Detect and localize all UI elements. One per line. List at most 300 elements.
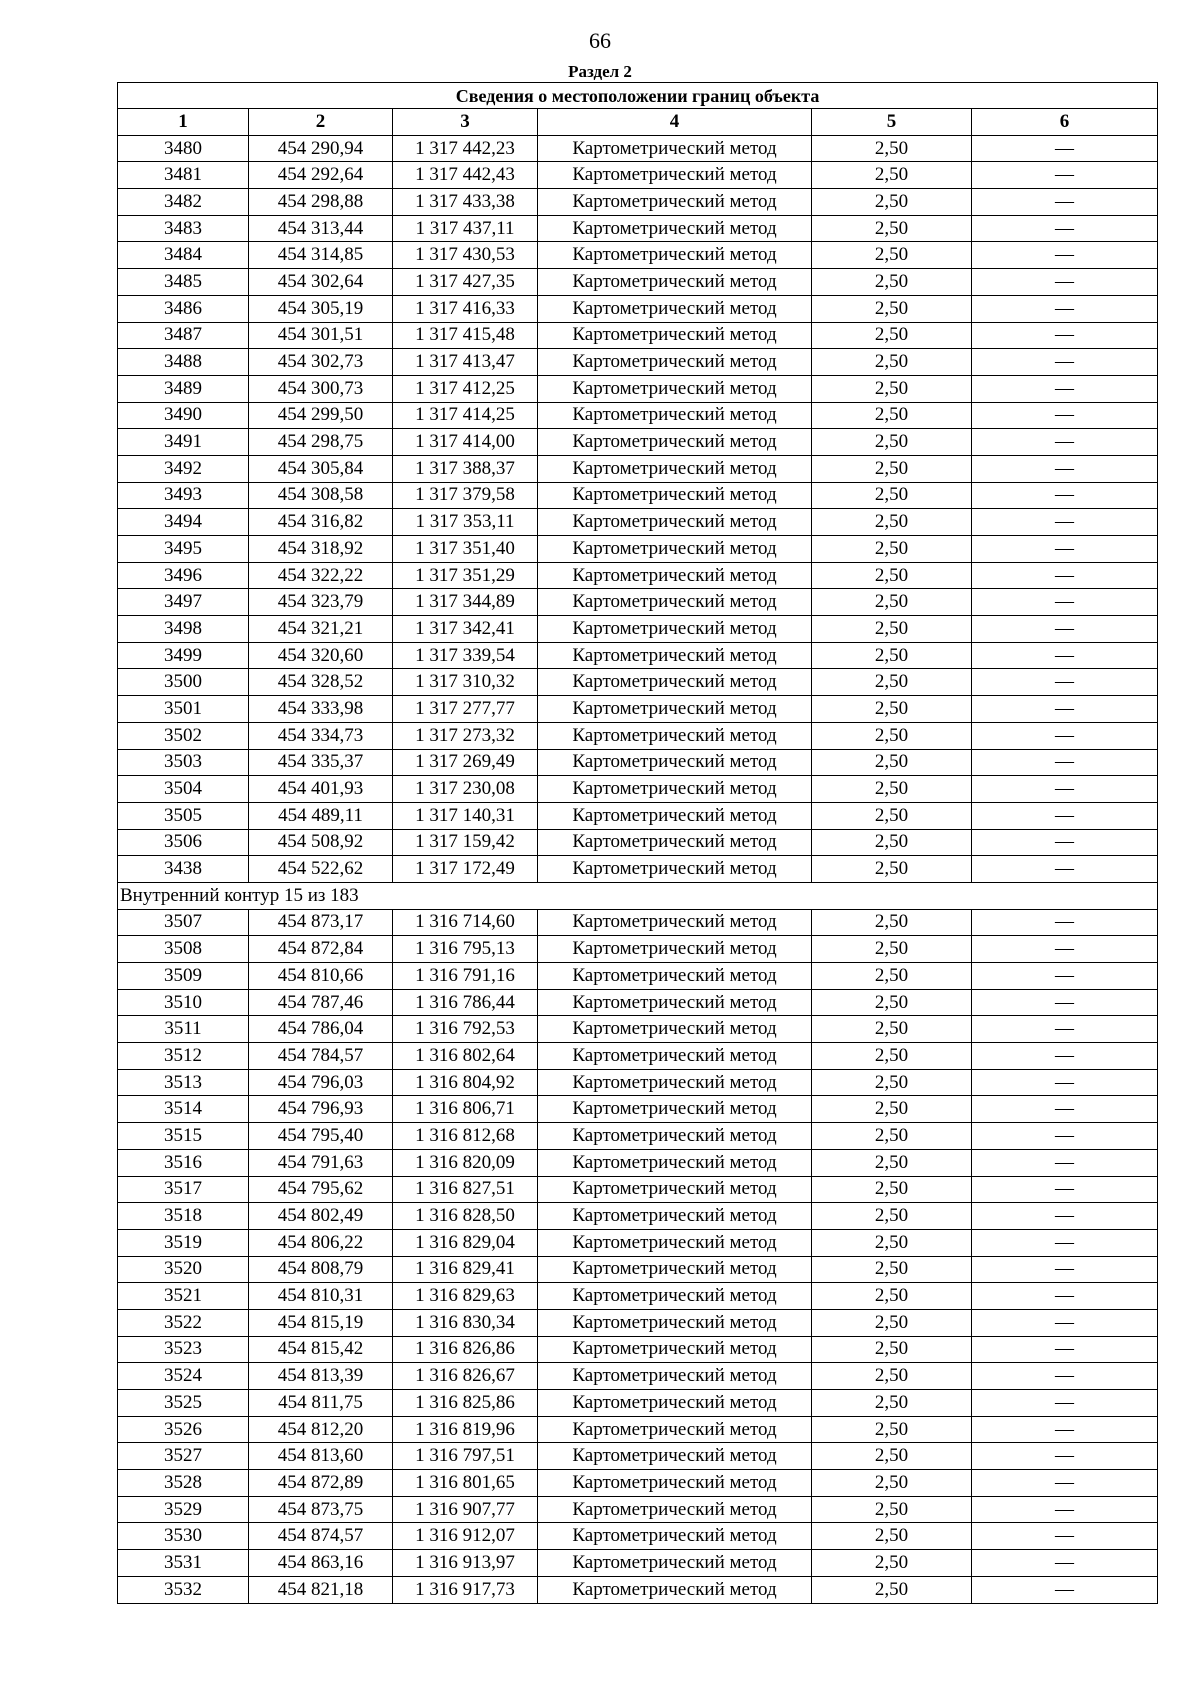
coord-y-cell: 1 316 806,71 xyxy=(393,1096,538,1123)
point-number-cell: 3481 xyxy=(118,162,249,189)
description-cell: — xyxy=(972,802,1158,829)
coord-y-cell: 1 316 812,68 xyxy=(393,1123,538,1150)
coord-x-cell: 454 401,93 xyxy=(249,776,393,803)
description-cell: — xyxy=(972,1496,1158,1523)
coord-y-cell: 1 316 829,04 xyxy=(393,1229,538,1256)
table-row xyxy=(118,349,1158,376)
method-cell: Картометрический метод xyxy=(538,1229,812,1256)
description-cell: — xyxy=(972,269,1158,296)
contour-label: Внутренний контур 15 из 183 xyxy=(118,882,1158,909)
method-cell: Картометрический метод xyxy=(538,455,812,482)
coord-x-cell: 454 318,92 xyxy=(249,536,393,563)
description-cell: — xyxy=(972,1309,1158,1336)
coord-x-cell: 454 795,40 xyxy=(249,1123,393,1150)
accuracy-cell: 2,50 xyxy=(812,856,972,883)
point-number-cell: 3510 xyxy=(118,989,249,1016)
table-row xyxy=(118,1283,1158,1310)
table-row xyxy=(118,162,1158,189)
description-cell: — xyxy=(972,1523,1158,1550)
accuracy-cell: 2,50 xyxy=(812,1203,972,1230)
accuracy-cell: 2,50 xyxy=(812,909,972,936)
table-row xyxy=(118,589,1158,616)
point-number-cell: 3521 xyxy=(118,1283,249,1310)
method-cell: Картометрический метод xyxy=(538,1416,812,1443)
coord-y-cell: 1 317 416,33 xyxy=(393,295,538,322)
accuracy-cell: 2,50 xyxy=(812,1523,972,1550)
method-cell: Картометрический метод xyxy=(538,589,812,616)
table-row xyxy=(118,562,1158,589)
table-row xyxy=(118,1203,1158,1230)
point-number-cell: 3513 xyxy=(118,1069,249,1096)
coord-y-cell: 1 316 913,97 xyxy=(393,1550,538,1577)
point-number-cell: 3518 xyxy=(118,1203,249,1230)
coord-x-cell: 454 299,50 xyxy=(249,402,393,429)
coord-y-cell: 1 317 430,53 xyxy=(393,242,538,269)
table-row xyxy=(118,189,1158,216)
accuracy-cell: 2,50 xyxy=(812,1416,972,1443)
coord-x-cell: 454 298,88 xyxy=(249,189,393,216)
description-cell: — xyxy=(972,1256,1158,1283)
method-cell: Картометрический метод xyxy=(538,1149,812,1176)
description-cell: — xyxy=(972,215,1158,242)
table-row xyxy=(118,616,1158,643)
accuracy-cell: 2,50 xyxy=(812,589,972,616)
coord-y-cell: 1 316 792,53 xyxy=(393,1016,538,1043)
table-row xyxy=(118,482,1158,509)
description-cell: — xyxy=(972,1176,1158,1203)
method-cell: Картометрический метод xyxy=(538,1390,812,1417)
coord-x-cell: 454 812,20 xyxy=(249,1416,393,1443)
coord-x-cell: 454 316,82 xyxy=(249,509,393,536)
description-cell: — xyxy=(972,696,1158,723)
point-number-cell: 3495 xyxy=(118,536,249,563)
coord-y-cell: 1 317 273,32 xyxy=(393,722,538,749)
coord-x-cell: 454 813,60 xyxy=(249,1443,393,1470)
accuracy-cell: 2,50 xyxy=(812,1016,972,1043)
coord-x-cell: 454 873,17 xyxy=(249,909,393,936)
point-number-cell: 3490 xyxy=(118,402,249,429)
coord-x-cell: 454 872,89 xyxy=(249,1470,393,1497)
accuracy-cell: 2,50 xyxy=(812,802,972,829)
description-cell: — xyxy=(972,749,1158,776)
coord-y-cell: 1 316 795,13 xyxy=(393,936,538,963)
accuracy-cell: 2,50 xyxy=(812,482,972,509)
point-number-cell: 3488 xyxy=(118,349,249,376)
coord-y-cell: 1 316 801,65 xyxy=(393,1470,538,1497)
coord-x-cell: 454 796,93 xyxy=(249,1096,393,1123)
coord-y-cell: 1 317 277,77 xyxy=(393,696,538,723)
accuracy-cell: 2,50 xyxy=(812,1229,972,1256)
coord-y-cell: 1 317 388,37 xyxy=(393,455,538,482)
method-cell: Картометрический метод xyxy=(538,616,812,643)
table-row xyxy=(118,1096,1158,1123)
description-cell: — xyxy=(972,242,1158,269)
method-cell: Картометрический метод xyxy=(538,349,812,376)
table-row xyxy=(118,909,1158,936)
accuracy-cell: 2,50 xyxy=(812,429,972,456)
point-number-cell: 3489 xyxy=(118,375,249,402)
coord-y-cell: 1 316 826,86 xyxy=(393,1336,538,1363)
point-number-cell: 3483 xyxy=(118,215,249,242)
coord-y-cell: 1 317 339,54 xyxy=(393,642,538,669)
coord-x-cell: 454 795,62 xyxy=(249,1176,393,1203)
coord-y-cell: 1 316 825,86 xyxy=(393,1390,538,1417)
method-cell: Картометрический метод xyxy=(538,722,812,749)
table-row xyxy=(118,1256,1158,1283)
description-cell: — xyxy=(972,1203,1158,1230)
coord-x-cell: 454 815,19 xyxy=(249,1309,393,1336)
point-number-cell: 3504 xyxy=(118,776,249,803)
table-row xyxy=(118,749,1158,776)
method-cell: Картометрический метод xyxy=(538,1123,812,1150)
method-cell: Картометрический метод xyxy=(538,1096,812,1123)
method-cell: Картометрический метод xyxy=(538,1443,812,1470)
description-cell: — xyxy=(972,963,1158,990)
coord-x-cell: 454 810,66 xyxy=(249,963,393,990)
accuracy-cell: 2,50 xyxy=(812,749,972,776)
point-number-cell: 3514 xyxy=(118,1096,249,1123)
point-number-cell: 3491 xyxy=(118,429,249,456)
description-cell: — xyxy=(972,536,1158,563)
description-cell: — xyxy=(972,1149,1158,1176)
coord-y-cell: 1 316 907,77 xyxy=(393,1496,538,1523)
method-cell: Картометрический метод xyxy=(538,1203,812,1230)
coord-x-cell: 454 508,92 xyxy=(249,829,393,856)
accuracy-cell: 2,50 xyxy=(812,1123,972,1150)
coord-x-cell: 454 292,64 xyxy=(249,162,393,189)
coord-y-cell: 1 316 797,51 xyxy=(393,1443,538,1470)
table-row xyxy=(118,322,1158,349)
method-cell: Картометрический метод xyxy=(538,135,812,162)
coord-y-cell: 1 317 172,49 xyxy=(393,856,538,883)
table-row xyxy=(118,856,1158,883)
coord-y-cell: 1 317 442,23 xyxy=(393,135,538,162)
accuracy-cell: 2,50 xyxy=(812,1363,972,1390)
coord-y-cell: 1 317 413,47 xyxy=(393,349,538,376)
table-row xyxy=(118,536,1158,563)
table-row xyxy=(118,1443,1158,1470)
point-number-cell: 3484 xyxy=(118,242,249,269)
point-number-cell: 3511 xyxy=(118,1016,249,1043)
table-row xyxy=(118,1069,1158,1096)
coord-x-cell: 454 815,42 xyxy=(249,1336,393,1363)
accuracy-cell: 2,50 xyxy=(812,1470,972,1497)
method-cell: Картометрический метод xyxy=(538,536,812,563)
table-row xyxy=(118,1576,1158,1603)
table-row xyxy=(118,829,1158,856)
accuracy-cell: 2,50 xyxy=(812,162,972,189)
point-number-cell: 3506 xyxy=(118,829,249,856)
description-cell: — xyxy=(972,1283,1158,1310)
method-cell: Картометрический метод xyxy=(538,189,812,216)
coord-y-cell: 1 316 820,09 xyxy=(393,1149,538,1176)
method-cell: Картометрический метод xyxy=(538,829,812,856)
table-row xyxy=(118,269,1158,296)
description-cell: — xyxy=(972,1336,1158,1363)
description-cell: — xyxy=(972,295,1158,322)
method-cell: Картометрический метод xyxy=(538,1576,812,1603)
method-cell: Картометрический метод xyxy=(538,429,812,456)
coord-x-cell: 454 305,84 xyxy=(249,455,393,482)
coord-x-cell: 454 328,52 xyxy=(249,669,393,696)
accuracy-cell: 2,50 xyxy=(812,963,972,990)
accuracy-cell: 2,50 xyxy=(812,1256,972,1283)
coord-y-cell: 1 317 412,25 xyxy=(393,375,538,402)
point-number-cell: 3438 xyxy=(118,856,249,883)
table-row xyxy=(118,455,1158,482)
method-cell: Картометрический метод xyxy=(538,322,812,349)
description-cell: — xyxy=(972,1363,1158,1390)
coord-x-cell: 454 786,04 xyxy=(249,1016,393,1043)
coord-x-cell: 454 333,98 xyxy=(249,696,393,723)
point-number-cell: 3519 xyxy=(118,1229,249,1256)
point-number-cell: 3517 xyxy=(118,1176,249,1203)
coord-y-cell: 1 317 159,42 xyxy=(393,829,538,856)
description-cell: — xyxy=(972,936,1158,963)
accuracy-cell: 2,50 xyxy=(812,696,972,723)
accuracy-cell: 2,50 xyxy=(812,349,972,376)
description-cell: — xyxy=(972,1416,1158,1443)
description-cell: — xyxy=(972,455,1158,482)
method-cell: Картометрический метод xyxy=(538,162,812,189)
coord-y-cell: 1 317 344,89 xyxy=(393,589,538,616)
column-header: 2 xyxy=(249,109,393,136)
description-cell: — xyxy=(972,402,1158,429)
coord-x-cell: 454 806,22 xyxy=(249,1229,393,1256)
method-cell: Картометрический метод xyxy=(538,375,812,402)
coord-x-cell: 454 808,79 xyxy=(249,1256,393,1283)
coord-y-cell: 1 316 786,44 xyxy=(393,989,538,1016)
section-title: Раздел 2 xyxy=(568,62,632,81)
coord-y-cell: 1 317 353,11 xyxy=(393,509,538,536)
point-number-cell: 3502 xyxy=(118,722,249,749)
point-number-cell: 3530 xyxy=(118,1523,249,1550)
description-cell: — xyxy=(972,829,1158,856)
coord-x-cell: 454 302,64 xyxy=(249,269,393,296)
table-row xyxy=(118,1496,1158,1523)
description-cell: — xyxy=(972,1229,1158,1256)
method-cell: Картометрический метод xyxy=(538,749,812,776)
column-header: 1 xyxy=(118,109,249,136)
method-cell: Картометрический метод xyxy=(538,1496,812,1523)
accuracy-cell: 2,50 xyxy=(812,1336,972,1363)
method-cell: Картометрический метод xyxy=(538,1309,812,1336)
coord-x-cell: 454 305,19 xyxy=(249,295,393,322)
method-cell: Картометрический метод xyxy=(538,1550,812,1577)
table-body xyxy=(118,135,1158,1603)
coord-x-cell: 454 313,44 xyxy=(249,215,393,242)
point-number-cell: 3507 xyxy=(118,909,249,936)
description-cell: — xyxy=(972,322,1158,349)
accuracy-cell: 2,50 xyxy=(812,936,972,963)
accuracy-cell: 2,50 xyxy=(812,269,972,296)
accuracy-cell: 2,50 xyxy=(812,375,972,402)
table-row xyxy=(118,509,1158,536)
point-number-cell: 3505 xyxy=(118,802,249,829)
table-row xyxy=(118,1176,1158,1203)
table-header-row xyxy=(118,109,1158,136)
coord-y-cell: 1 316 828,50 xyxy=(393,1203,538,1230)
coord-y-cell: 1 317 427,35 xyxy=(393,269,538,296)
table-row xyxy=(118,963,1158,990)
point-number-cell: 3498 xyxy=(118,616,249,643)
coord-y-cell: 1 317 415,48 xyxy=(393,322,538,349)
point-number-cell: 3480 xyxy=(118,135,249,162)
accuracy-cell: 2,50 xyxy=(812,829,972,856)
accuracy-cell: 2,50 xyxy=(812,562,972,589)
description-cell: — xyxy=(972,1123,1158,1150)
coord-x-cell: 454 323,79 xyxy=(249,589,393,616)
point-number-cell: 3500 xyxy=(118,669,249,696)
accuracy-cell: 2,50 xyxy=(812,135,972,162)
description-cell: — xyxy=(972,1443,1158,1470)
column-header: 3 xyxy=(393,109,538,136)
description-cell: — xyxy=(972,1576,1158,1603)
point-number-cell: 3524 xyxy=(118,1363,249,1390)
point-number-cell: 3516 xyxy=(118,1149,249,1176)
accuracy-cell: 2,50 xyxy=(812,509,972,536)
coord-x-cell: 454 489,11 xyxy=(249,802,393,829)
point-number-cell: 3523 xyxy=(118,1336,249,1363)
coord-x-cell: 454 314,85 xyxy=(249,242,393,269)
coord-y-cell: 1 317 351,29 xyxy=(393,562,538,589)
coord-x-cell: 454 320,60 xyxy=(249,642,393,669)
point-number-cell: 3508 xyxy=(118,936,249,963)
table-row xyxy=(118,776,1158,803)
point-number-cell: 3515 xyxy=(118,1123,249,1150)
point-number-cell: 3512 xyxy=(118,1043,249,1070)
coord-y-cell: 1 317 414,25 xyxy=(393,402,538,429)
description-cell: — xyxy=(972,429,1158,456)
point-number-cell: 3496 xyxy=(118,562,249,589)
column-header: 6 xyxy=(972,109,1158,136)
coord-x-cell: 454 874,57 xyxy=(249,1523,393,1550)
accuracy-cell: 2,50 xyxy=(812,1443,972,1470)
coord-x-cell: 454 321,21 xyxy=(249,616,393,643)
point-number-cell: 3482 xyxy=(118,189,249,216)
coord-x-cell: 454 290,94 xyxy=(249,135,393,162)
method-cell: Картометрический метод xyxy=(538,242,812,269)
accuracy-cell: 2,50 xyxy=(812,215,972,242)
coord-x-cell: 454 322,22 xyxy=(249,562,393,589)
table-row xyxy=(118,402,1158,429)
coord-y-cell: 1 316 917,73 xyxy=(393,1576,538,1603)
method-cell: Картометрический метод xyxy=(538,776,812,803)
coord-x-cell: 454 802,49 xyxy=(249,1203,393,1230)
coord-y-cell: 1 316 791,16 xyxy=(393,963,538,990)
method-cell: Картометрический метод xyxy=(538,802,812,829)
method-cell: Картометрический метод xyxy=(538,1283,812,1310)
coord-x-cell: 454 302,73 xyxy=(249,349,393,376)
coord-y-cell: 1 316 802,64 xyxy=(393,1043,538,1070)
description-cell: — xyxy=(972,1550,1158,1577)
accuracy-cell: 2,50 xyxy=(812,455,972,482)
description-cell: — xyxy=(972,669,1158,696)
method-cell: Картометрический метод xyxy=(538,1069,812,1096)
method-cell: Картометрический метод xyxy=(538,696,812,723)
coord-x-cell: 454 872,84 xyxy=(249,936,393,963)
table-row xyxy=(118,1229,1158,1256)
method-cell: Картометрический метод xyxy=(538,1016,812,1043)
accuracy-cell: 2,50 xyxy=(812,1149,972,1176)
table-row xyxy=(118,722,1158,749)
boundary-table xyxy=(117,82,1158,1604)
point-number-cell: 3520 xyxy=(118,1256,249,1283)
table-row xyxy=(118,936,1158,963)
table-row xyxy=(118,1309,1158,1336)
table-row xyxy=(118,1550,1158,1577)
method-cell: Картометрический метод xyxy=(538,936,812,963)
description-cell: — xyxy=(972,349,1158,376)
table-row xyxy=(118,215,1158,242)
coord-x-cell: 454 301,51 xyxy=(249,322,393,349)
point-number-cell: 3529 xyxy=(118,1496,249,1523)
coord-y-cell: 1 317 414,00 xyxy=(393,429,538,456)
table-row xyxy=(118,642,1158,669)
column-header: 5 xyxy=(812,109,972,136)
accuracy-cell: 2,50 xyxy=(812,1283,972,1310)
coord-y-cell: 1 317 442,43 xyxy=(393,162,538,189)
method-cell: Картометрический метод xyxy=(538,402,812,429)
coord-y-cell: 1 316 714,60 xyxy=(393,909,538,936)
accuracy-cell: 2,50 xyxy=(812,322,972,349)
coord-x-cell: 454 784,57 xyxy=(249,1043,393,1070)
coord-x-cell: 454 796,03 xyxy=(249,1069,393,1096)
accuracy-cell: 2,50 xyxy=(812,189,972,216)
method-cell: Картометрический метод xyxy=(538,989,812,1016)
accuracy-cell: 2,50 xyxy=(812,295,972,322)
coord-y-cell: 1 317 140,31 xyxy=(393,802,538,829)
method-cell: Картометрический метод xyxy=(538,482,812,509)
accuracy-cell: 2,50 xyxy=(812,616,972,643)
point-number-cell: 3528 xyxy=(118,1470,249,1497)
method-cell: Картометрический метод xyxy=(538,963,812,990)
coord-y-cell: 1 316 804,92 xyxy=(393,1069,538,1096)
method-cell: Картометрический метод xyxy=(538,269,812,296)
point-number-cell: 3485 xyxy=(118,269,249,296)
coord-x-cell: 454 863,16 xyxy=(249,1550,393,1577)
coord-y-cell: 1 316 830,34 xyxy=(393,1309,538,1336)
method-cell: Картометрический метод xyxy=(538,856,812,883)
coord-x-cell: 454 334,73 xyxy=(249,722,393,749)
method-cell: Картометрический метод xyxy=(538,642,812,669)
description-cell: — xyxy=(972,562,1158,589)
point-number-cell: 3526 xyxy=(118,1416,249,1443)
coord-x-cell: 454 298,75 xyxy=(249,429,393,456)
point-number-cell: 3532 xyxy=(118,1576,249,1603)
point-number-cell: 3494 xyxy=(118,509,249,536)
description-cell: — xyxy=(972,776,1158,803)
description-cell: — xyxy=(972,1390,1158,1417)
coord-x-cell: 454 873,75 xyxy=(249,1496,393,1523)
point-number-cell: 3509 xyxy=(118,963,249,990)
accuracy-cell: 2,50 xyxy=(812,669,972,696)
description-cell: — xyxy=(972,1096,1158,1123)
point-number-cell: 3497 xyxy=(118,589,249,616)
table-row xyxy=(118,1123,1158,1150)
point-number-cell: 3493 xyxy=(118,482,249,509)
accuracy-cell: 2,50 xyxy=(812,1176,972,1203)
description-cell: — xyxy=(972,162,1158,189)
description-cell: — xyxy=(972,856,1158,883)
point-number-cell: 3492 xyxy=(118,455,249,482)
description-cell: — xyxy=(972,509,1158,536)
coord-x-cell: 454 813,39 xyxy=(249,1363,393,1390)
description-cell: — xyxy=(972,375,1158,402)
description-cell: — xyxy=(972,1016,1158,1043)
description-cell: — xyxy=(972,589,1158,616)
coord-x-cell: 454 308,58 xyxy=(249,482,393,509)
